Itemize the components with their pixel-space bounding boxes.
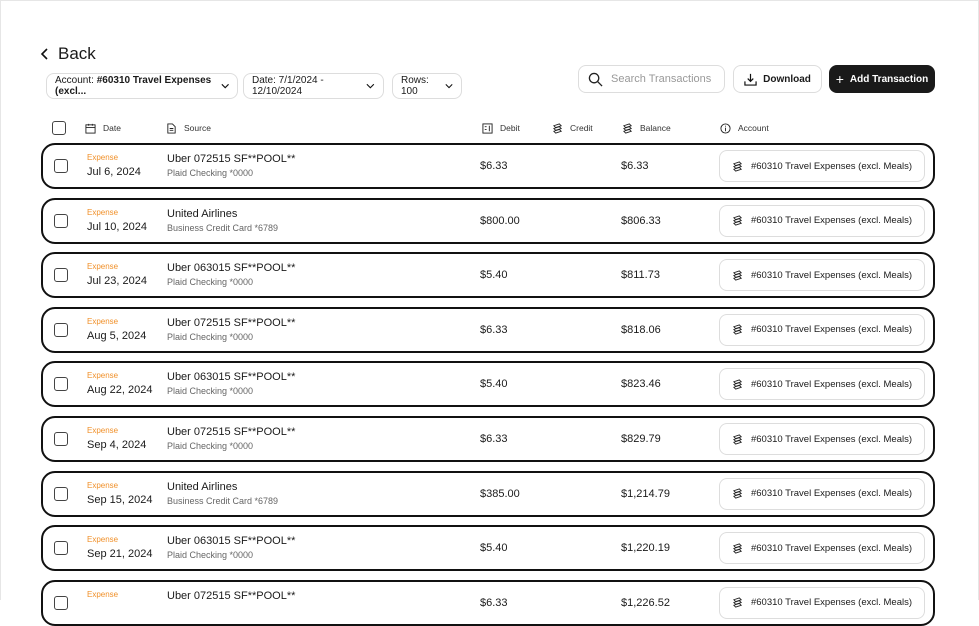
money-stack-icon bbox=[732, 161, 743, 172]
table-row[interactable] bbox=[41, 143, 935, 189]
transaction-balance: $1,214.79 bbox=[621, 487, 670, 500]
account-select-button[interactable] bbox=[719, 368, 925, 400]
search-input[interactable] bbox=[578, 65, 725, 93]
chevron-left-icon bbox=[40, 48, 50, 60]
account-label: #60310 Travel Expenses (excl. Meals) bbox=[750, 378, 913, 390]
header-balance[interactable] bbox=[622, 120, 671, 136]
download-icon bbox=[744, 73, 757, 86]
transaction-debit: $385.00 bbox=[480, 487, 520, 500]
row-checkbox[interactable] bbox=[54, 432, 68, 446]
transaction-source-account: Plaid Checking *0000 bbox=[167, 386, 254, 397]
transaction-balance: $806.33 bbox=[621, 214, 661, 227]
row-checkbox[interactable] bbox=[54, 159, 68, 173]
header-credit-label: Credit bbox=[570, 123, 593, 133]
transaction-balance: $811.73 bbox=[621, 269, 660, 282]
transaction-source: Uber 063015 SF**POOL** bbox=[167, 262, 296, 275]
transaction-balance: $818.06 bbox=[621, 323, 661, 336]
money-stack-icon bbox=[732, 215, 743, 226]
date-filter-label: Date: 7/1/2024 - 12/10/2024 bbox=[252, 75, 324, 97]
account-filter-text bbox=[55, 75, 215, 97]
transaction-debit: $800.00 bbox=[480, 214, 520, 227]
account-select-button[interactable] bbox=[719, 259, 925, 291]
header-account-label: Account bbox=[738, 123, 769, 133]
table-row[interactable] bbox=[41, 580, 935, 626]
transaction-source: Uber 072515 SF**POOL** bbox=[167, 589, 296, 602]
transaction-date: Sep 21, 2024 bbox=[87, 548, 153, 561]
account-select-button[interactable] bbox=[719, 478, 925, 510]
search-icon bbox=[588, 72, 603, 87]
account-label: #60310 Travel Expenses (excl. Meals) bbox=[750, 215, 913, 227]
select-all-wrap bbox=[52, 120, 66, 136]
table-row[interactable] bbox=[41, 252, 935, 298]
account-label: #60310 Travel Expenses (excl. Meals) bbox=[750, 269, 913, 281]
money-stack-icon bbox=[732, 597, 743, 608]
account-label: #60310 Travel Expenses (excl. Meals) bbox=[750, 488, 913, 500]
table-row[interactable] bbox=[41, 416, 935, 462]
row-checkbox[interactable] bbox=[54, 214, 68, 228]
add-transaction-label: Add Transaction bbox=[849, 73, 929, 85]
transaction-date: Jul 23, 2024 bbox=[87, 275, 147, 288]
money-stack-icon bbox=[552, 123, 563, 134]
row-checkbox[interactable] bbox=[54, 596, 68, 610]
download-button[interactable] bbox=[733, 65, 822, 93]
transaction-debit: $5.40 bbox=[480, 269, 508, 282]
transaction-date: Sep 4, 2024 bbox=[87, 439, 147, 451]
account-select-button[interactable] bbox=[719, 314, 925, 346]
account-filter-label: Account: bbox=[55, 75, 94, 86]
account-select-button[interactable] bbox=[719, 587, 925, 619]
transaction-date: Jul 6, 2024 bbox=[87, 166, 141, 178]
transaction-type: Expense bbox=[87, 480, 119, 490]
transaction-type: Expense bbox=[87, 589, 119, 599]
select-all-checkbox[interactable] bbox=[52, 121, 66, 135]
transaction-debit: $6.33 bbox=[480, 433, 508, 445]
rows-label: Rows: 100 bbox=[401, 75, 429, 97]
transaction-source: Uber 072515 SF**POOL** bbox=[167, 316, 296, 329]
back-label: Back bbox=[58, 44, 96, 63]
document-icon bbox=[166, 123, 177, 134]
transaction-source-account: Plaid Checking *0000 bbox=[167, 331, 254, 342]
transaction-source-account: Business Credit Card *6789 bbox=[167, 222, 279, 233]
transaction-source-account: Plaid Checking *0000 bbox=[167, 277, 254, 288]
transaction-balance: $1,220.19 bbox=[621, 542, 670, 555]
header-account[interactable] bbox=[720, 120, 769, 136]
header-balance-label: Balance bbox=[640, 123, 671, 133]
table-row[interactable] bbox=[41, 361, 935, 407]
account-select-button[interactable] bbox=[719, 532, 925, 564]
transaction-debit: $6.33 bbox=[480, 160, 508, 172]
row-checkbox[interactable] bbox=[54, 268, 68, 282]
header-credit[interactable] bbox=[552, 120, 593, 136]
plus-icon: + bbox=[835, 71, 844, 87]
transaction-date: Aug 5, 2024 bbox=[87, 329, 147, 342]
transaction-date: Jul 10, 2024 bbox=[87, 220, 147, 233]
transaction-type: Expense bbox=[87, 262, 119, 272]
money-stack-icon bbox=[732, 434, 743, 445]
date-filter-dropdown[interactable] bbox=[243, 73, 384, 99]
money-stack-icon bbox=[732, 488, 743, 499]
transaction-debit: $5.40 bbox=[480, 542, 508, 555]
transaction-source: United Airlines bbox=[167, 207, 238, 220]
transaction-type: Expense bbox=[87, 316, 119, 326]
transaction-source: Uber 072515 SF**POOL** bbox=[167, 426, 296, 438]
row-checkbox[interactable] bbox=[54, 323, 68, 337]
transaction-balance: $829.79 bbox=[621, 433, 661, 445]
money-stack-icon bbox=[732, 379, 743, 390]
header-debit[interactable] bbox=[482, 120, 520, 136]
money-stack-icon bbox=[732, 270, 743, 281]
calendar-icon bbox=[85, 123, 96, 134]
account-filter-dropdown[interactable] bbox=[46, 73, 238, 99]
account-label: #60310 Travel Expenses (excl. Meals) bbox=[750, 542, 913, 554]
transaction-source-account: Plaid Checking *0000 bbox=[167, 550, 254, 561]
row-checkbox[interactable] bbox=[54, 377, 68, 391]
transaction-debit: $5.40 bbox=[480, 378, 508, 391]
header-debit-label: Debit bbox=[500, 123, 520, 133]
rows-dropdown[interactable] bbox=[392, 73, 462, 99]
table-header bbox=[0, 120, 979, 136]
search-placeholder: Search Transactions bbox=[611, 73, 712, 85]
transaction-balance: $6.33 bbox=[621, 160, 649, 172]
account-label: #60310 Travel Expenses (excl. Meals) bbox=[750, 160, 913, 172]
transaction-type: Expense bbox=[87, 153, 119, 162]
header-date-label: Date bbox=[103, 123, 121, 133]
chevron-down-icon bbox=[445, 83, 453, 89]
receipt-icon bbox=[482, 123, 493, 134]
transaction-source: Uber 063015 SF**POOL** bbox=[167, 371, 296, 384]
transaction-source-account: Business Credit Card *6789 bbox=[167, 495, 279, 506]
transaction-date: Aug 22, 2024 bbox=[87, 384, 153, 397]
row-checkbox[interactable] bbox=[54, 541, 68, 555]
header-date[interactable] bbox=[85, 120, 121, 136]
chevron-down-icon bbox=[221, 83, 229, 89]
transaction-type: Expense bbox=[87, 371, 119, 381]
money-stack-icon bbox=[732, 543, 743, 554]
transaction-balance: $823.46 bbox=[621, 378, 661, 391]
transaction-source-account: Plaid Checking *0000 bbox=[167, 441, 254, 451]
account-select-button[interactable] bbox=[719, 150, 925, 182]
transaction-source: United Airlines bbox=[167, 480, 238, 493]
row-checkbox[interactable] bbox=[54, 487, 68, 501]
account-label: #60310 Travel Expenses (excl. Meals) bbox=[750, 597, 913, 609]
account-label: #60310 Travel Expenses (excl. Meals) bbox=[750, 433, 913, 445]
account-label: #60310 Travel Expenses (excl. Meals) bbox=[750, 324, 913, 336]
header-source-label: Source bbox=[184, 123, 211, 133]
back-button[interactable] bbox=[40, 44, 96, 64]
info-icon bbox=[720, 123, 731, 134]
account-filter-value: #60310 Travel Expenses (excl... bbox=[55, 75, 212, 97]
transaction-source: Uber 072515 SF**POOL** bbox=[167, 153, 296, 165]
transaction-type: Expense bbox=[87, 535, 119, 545]
transaction-debit: $6.33 bbox=[480, 323, 508, 336]
table-row[interactable] bbox=[41, 525, 935, 571]
money-stack-icon bbox=[622, 123, 633, 134]
transaction-type: Expense bbox=[87, 207, 119, 217]
transaction-date: Sep 15, 2024 bbox=[87, 493, 153, 506]
transaction-source: Uber 063015 SF**POOL** bbox=[167, 535, 296, 548]
transaction-debit: $6.33 bbox=[480, 596, 508, 609]
add-transaction-button[interactable] bbox=[829, 65, 935, 93]
download-label: Download bbox=[763, 73, 811, 85]
transaction-balance: $1,226.52 bbox=[621, 596, 670, 609]
account-select-button[interactable] bbox=[719, 423, 925, 455]
transaction-source-account: Plaid Checking *0000 bbox=[167, 168, 254, 178]
chevron-down-icon bbox=[366, 83, 375, 89]
account-select-button[interactable] bbox=[719, 205, 925, 237]
money-stack-icon bbox=[732, 324, 743, 335]
table-row[interactable] bbox=[41, 198, 935, 244]
header-source[interactable] bbox=[166, 120, 211, 136]
table-row[interactable] bbox=[41, 307, 935, 353]
transaction-type: Expense bbox=[87, 426, 119, 435]
table-row[interactable] bbox=[41, 471, 935, 517]
